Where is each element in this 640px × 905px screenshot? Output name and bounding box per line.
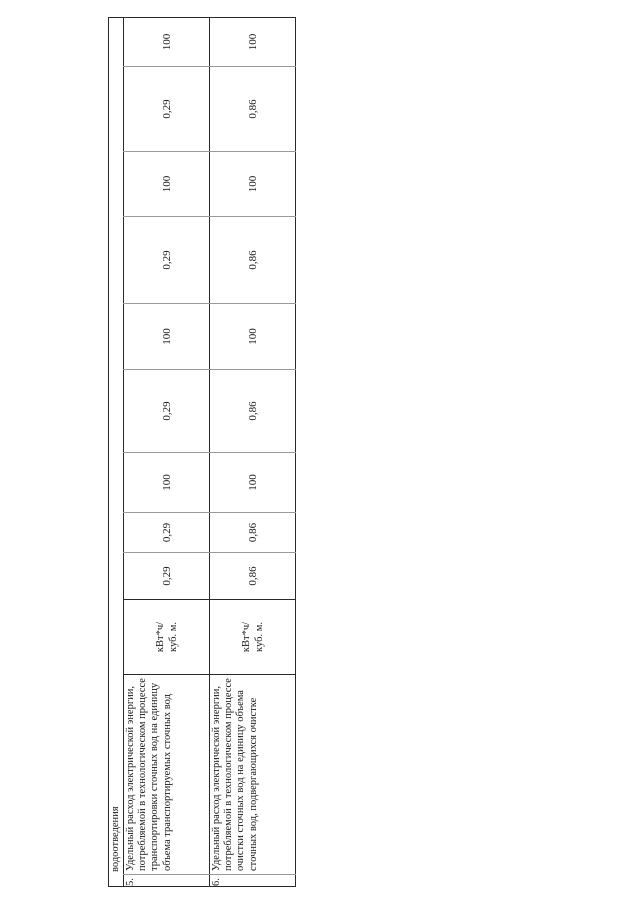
value-cell: 0,86 (246, 99, 259, 119)
value-cell: 0,86 (246, 522, 259, 543)
value-cell: 100 (160, 175, 173, 193)
value-cell: 100 (160, 33, 173, 51)
unit-line-2: куб. м. (167, 622, 179, 652)
row-number: 6. (211, 878, 222, 886)
indicator-name: Удельный расход электрической энергии, потребляемой в технологическом процессе транспортировки сточных вод на единицу объема транспортируемых сточных вод (125, 678, 173, 871)
unit-line-2: куб. м. (253, 622, 265, 652)
value-cell: 0,29 (160, 401, 173, 421)
indicator-name: Удельный расход электрической энергии, потребляемой в технологическом процессе очистки сточных вод на единицу объема сточных вод, подвергающихся очистке (211, 678, 259, 871)
rotated-indicators-table (108, 17, 296, 887)
unit-line-1: кВт*ч/ (154, 621, 166, 653)
value-cell: 100 (246, 33, 259, 51)
value-cell: 0,29 (160, 566, 173, 586)
value-cell: 0,86 (246, 401, 259, 421)
value-cell: 0,86 (246, 566, 259, 586)
unit-cell (210, 600, 295, 674)
value-cell: 100 (246, 328, 259, 345)
value-cell: 100 (160, 328, 173, 345)
value-cell: 100 (246, 175, 259, 193)
row-number: 5. (125, 878, 136, 886)
value-cell: 0,86 (246, 250, 259, 270)
unit-cell (124, 600, 209, 674)
value-cell: 0,29 (160, 99, 173, 119)
unit-line-1: кВт*ч/ (240, 621, 252, 653)
value-cell: 0,29 (160, 250, 173, 270)
value-cell: 0,29 (160, 522, 173, 543)
value-cell: 100 (160, 474, 173, 491)
value-cell: 100 (246, 474, 259, 491)
section-title: водоотведения (110, 806, 121, 872)
